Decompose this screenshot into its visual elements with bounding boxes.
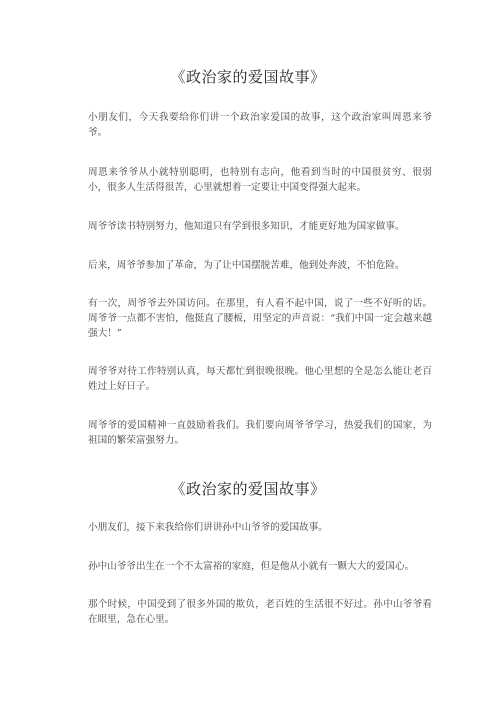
section-1-paragraph-4: 后来，周爷爷参加了革命，为了让中国摆脱苦难，他到处奔波，不怕危险。 bbox=[88, 260, 405, 271]
section-1-paragraph-3: 周爷爷读书特别努力，他知道只有学到很多知识，才能更好地为国家做事。 bbox=[88, 221, 405, 232]
section-1-title: 《政治家的爱国故事》 bbox=[170, 68, 326, 86]
section-2-title: 《政治家的爱国故事》 bbox=[170, 480, 326, 498]
section-2-paragraph-3: 那个时候，中国受到了很多外国的欺负，老百姓的生活很不好过。孙中山爷爷看在眼里，急在心里。 bbox=[88, 599, 432, 625]
section-1-paragraph-2: 周恩来爷爷从小就特别聪明，也特别有志向，他看到当时的中国很贫穷、很弱小，很多人生活得很苦，心里就想着一定要让中国变得强大起来。 bbox=[88, 167, 432, 193]
section-1-paragraph-7: 周爷爷的爱国精神一直鼓励着我们。我们要向周爷爷学习，热爱我们的国家，为祖国的繁荣富强努力。 bbox=[88, 420, 432, 446]
section-2-paragraph-2: 孙中山爷爷出生在一个不太富裕的家庭，但是他从小就有一颗大大的爱国心。 bbox=[88, 561, 415, 572]
section-1-paragraph-6: 周爷爷对待工作特别认真，每天都忙到很晚很晚。他心里想的全是怎么能让老百姓过上好日子。 bbox=[88, 366, 432, 392]
section-1-paragraph-5: 有一次，周爷爷去外国访问。在那里，有人看不起中国，说了一些不好听的话。周爷爷一点都不害怕，他挺直了腰板，用坚定的声音说：“我们中国一定会越来越强大！” bbox=[88, 298, 432, 339]
section-1-paragraph-1: 小朋友们，今天我要给你们讲一个政治家爱国的故事，这个政治家叫周恩来爷爷。 bbox=[88, 112, 432, 138]
section-2-paragraph-1: 小朋友们，接下来我给你们讲讲孙中山爷爷的爱国故事。 bbox=[88, 522, 328, 533]
